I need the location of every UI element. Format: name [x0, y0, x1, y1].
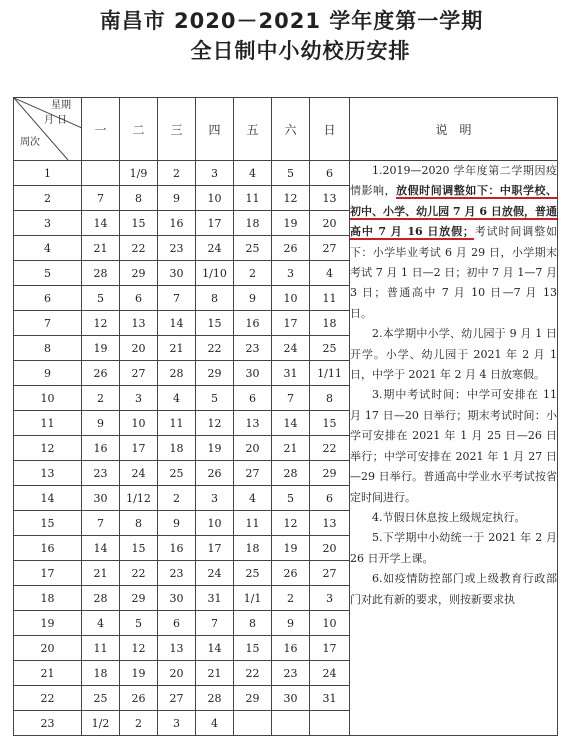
header-row: [14, 98, 558, 161]
date-cell: 11: [234, 186, 272, 211]
date-cell: 4: [196, 711, 234, 736]
date-cell: 8: [120, 186, 158, 211]
date-cell: 3: [158, 711, 196, 736]
date-cell: 6: [310, 161, 350, 186]
date-cell: 7: [272, 386, 310, 411]
date-cell: 24: [272, 336, 310, 361]
week-number: 14: [14, 486, 82, 511]
date-cell: 4: [158, 386, 196, 411]
week-number: 20: [14, 636, 82, 661]
date-cell: 22: [234, 661, 272, 686]
corner-weekday-label: 星期: [51, 100, 71, 111]
date-cell: 27: [120, 361, 158, 386]
date-cell: 18: [158, 436, 196, 461]
date-cell: 10: [196, 511, 234, 536]
date-cell: 20: [120, 336, 158, 361]
date-cell: 9: [158, 186, 196, 211]
header-day: 六: [272, 98, 310, 161]
date-cell: 7: [82, 511, 120, 536]
date-cell: 23: [272, 661, 310, 686]
date-cell: 30: [272, 686, 310, 711]
date-cell: 25: [82, 686, 120, 711]
date-cell: 30: [234, 361, 272, 386]
date-cell: 12: [272, 511, 310, 536]
date-cell: 13: [310, 186, 350, 211]
date-cell: 8: [234, 611, 272, 636]
date-cell: 21: [82, 561, 120, 586]
date-cell: 2: [158, 161, 196, 186]
date-cell: 15: [120, 211, 158, 236]
date-cell: 14: [82, 211, 120, 236]
date-cell: 3: [196, 486, 234, 511]
week-number: 18: [14, 586, 82, 611]
date-cell: 16: [158, 211, 196, 236]
date-cell: 20: [234, 436, 272, 461]
date-cell: 11: [158, 411, 196, 436]
date-cell: 22: [120, 236, 158, 261]
date-cell: 17: [310, 636, 350, 661]
date-cell: 25: [234, 561, 272, 586]
date-cell: 3: [196, 161, 234, 186]
date-cell: 27: [158, 686, 196, 711]
date-cell: 8: [120, 511, 158, 536]
calendar-body: [14, 161, 558, 736]
date-cell: 1/12: [120, 486, 158, 511]
week-number: 4: [14, 236, 82, 261]
date-cell: 23: [234, 336, 272, 361]
date-cell: 4: [82, 611, 120, 636]
date-cell: 5: [120, 611, 158, 636]
date-cell: 9: [234, 286, 272, 311]
date-cell: 1/2: [82, 711, 120, 736]
date-cell: 23: [82, 461, 120, 486]
date-cell: 15: [196, 311, 234, 336]
date-cell: 20: [310, 536, 350, 561]
date-cell: 22: [310, 436, 350, 461]
date-cell: 1/11: [310, 361, 350, 386]
date-cell: 16: [234, 311, 272, 336]
date-cell: 17: [196, 211, 234, 236]
date-cell: 8: [196, 286, 234, 311]
date-cell: 21: [196, 661, 234, 686]
date-cell: 21: [158, 336, 196, 361]
date-cell: 6: [310, 486, 350, 511]
date-cell: 23: [158, 561, 196, 586]
date-cell: [310, 711, 350, 736]
date-cell: 27: [234, 461, 272, 486]
date-cell: 13: [120, 311, 158, 336]
date-cell: 10: [272, 286, 310, 311]
date-cell: 9: [272, 611, 310, 636]
date-cell: 5: [82, 286, 120, 311]
week-number: 6: [14, 286, 82, 311]
date-cell: 21: [272, 436, 310, 461]
note-2: 2.本学期中小学、幼儿园于 9 月 1 日开学。小学、幼儿园于 2021 年 2 月 1 日，中学于 2021 年 2 月 4 日放寒假。: [350, 327, 557, 382]
week-number: 7: [14, 311, 82, 336]
date-cell: 17: [120, 436, 158, 461]
week-number: 21: [14, 661, 82, 686]
note-4: 4.节假日休息按上级规定执行。: [372, 510, 526, 524]
week-number: 16: [14, 536, 82, 561]
date-cell: 27: [310, 236, 350, 261]
date-cell: 18: [82, 661, 120, 686]
date-cell: 14: [196, 636, 234, 661]
week-number: 5: [14, 261, 82, 286]
date-cell: 3: [120, 386, 158, 411]
week-number: 9: [14, 361, 82, 386]
date-cell: 29: [234, 686, 272, 711]
date-cell: 19: [272, 211, 310, 236]
date-cell: 12: [82, 311, 120, 336]
date-cell: 11: [234, 511, 272, 536]
date-cell: [234, 711, 272, 736]
note-1: [350, 161, 557, 324]
date-cell: 3: [310, 586, 350, 611]
date-cell: 6: [120, 286, 158, 311]
week-number: 2: [14, 186, 82, 211]
date-cell: [272, 711, 310, 736]
date-cell: 17: [196, 536, 234, 561]
note-1-exams: 考试时间调整如下：小学毕业考试 6 月 29 日，小学期末考试 7 月 1 日—2 日；初中 7 月 1—7 月 3 日；普通高中 7 月 10 日—7 月 13 日。: [350, 225, 557, 320]
date-cell: 26: [120, 686, 158, 711]
date-cell: 16: [82, 436, 120, 461]
date-cell: 20: [158, 661, 196, 686]
date-cell: 26: [272, 236, 310, 261]
date-cell: 25: [234, 236, 272, 261]
date-cell: 31: [272, 361, 310, 386]
date-cell: 2: [272, 586, 310, 611]
date-cell: 10: [196, 186, 234, 211]
date-cell: 17: [272, 311, 310, 336]
note-5: 5.下学期中小幼统一于 2021 年 2 月 26 日开学上课。: [350, 531, 557, 565]
table-row: [14, 161, 558, 186]
date-cell: 10: [120, 411, 158, 436]
date-cell: 18: [234, 536, 272, 561]
date-cell: 10: [310, 611, 350, 636]
date-cell: 15: [234, 636, 272, 661]
note-1-intro: 1.2019—2020 学年度第二学期因疫情影响，: [350, 164, 557, 198]
date-cell: 30: [158, 261, 196, 286]
header-day: 五: [234, 98, 272, 161]
date-cell: 14: [82, 536, 120, 561]
date-cell: 29: [120, 586, 158, 611]
date-cell: 2: [82, 386, 120, 411]
date-cell: 11: [310, 286, 350, 311]
corner-header-cell: [14, 98, 82, 161]
date-cell: 5: [272, 486, 310, 511]
date-cell: 12: [272, 186, 310, 211]
date-cell: 13: [158, 636, 196, 661]
title-line-1: 南昌市 2020－2021 学年度第一学期: [99, 9, 484, 33]
date-cell: 22: [120, 561, 158, 586]
note-1-highlight: 放假时间调整如下：中职学校、初中、小学、幼儿园 7 月 6 日放假，普通高中 7 月 16 日放假；: [350, 184, 558, 239]
date-cell: 23: [158, 236, 196, 261]
week-number: 12: [14, 436, 82, 461]
note-3: 3.期中考试时间：中学可安排在 11 月 17 日—20 日举行；期末考试时间：小学可安排在 2021 年 1 月 25 日—26 日举行；中学可安排在 2021 年 1 月 27 日—29 日举行。普通高中学业水平考试按省定时间进行。: [350, 388, 557, 504]
date-cell: 5: [272, 161, 310, 186]
date-cell: 15: [310, 411, 350, 436]
corner-month-day-label: 月 日: [43, 115, 67, 126]
date-cell: 11: [82, 636, 120, 661]
date-cell: 24: [120, 461, 158, 486]
date-cell: 19: [196, 436, 234, 461]
week-number: 3: [14, 211, 82, 236]
date-cell: 28: [82, 261, 120, 286]
date-cell: 24: [310, 661, 350, 686]
diagonal-lines: [14, 98, 82, 160]
week-number: 17: [14, 561, 82, 586]
date-cell: 13: [234, 411, 272, 436]
header-day: 二: [120, 98, 158, 161]
date-cell: 26: [82, 361, 120, 386]
date-cell: 20: [310, 211, 350, 236]
date-cell: 9: [82, 411, 120, 436]
date-cell: 14: [272, 411, 310, 436]
date-cell: 18: [310, 311, 350, 336]
date-cell: 12: [120, 636, 158, 661]
date-cell: 15: [120, 536, 158, 561]
week-number: 13: [14, 461, 82, 486]
date-cell: 4: [234, 161, 272, 186]
week-number: 19: [14, 611, 82, 636]
date-cell: 14: [158, 311, 196, 336]
title-line-2: 全日制中小幼校历安排: [190, 39, 411, 63]
date-cell: 28: [158, 361, 196, 386]
date-cell: 2: [120, 711, 158, 736]
date-cell: 30: [158, 586, 196, 611]
date-cell: 3: [272, 261, 310, 286]
date-cell: 16: [158, 536, 196, 561]
date-cell: 16: [272, 636, 310, 661]
header-day: 一: [82, 98, 120, 161]
date-cell: 7: [158, 286, 196, 311]
header-day: 四: [196, 98, 234, 161]
week-number: 11: [14, 411, 82, 436]
note-6: 6.如疫情防控部门或上级教育行政部门对此有新的要求，则按新要求执: [350, 572, 557, 606]
date-cell: 19: [272, 536, 310, 561]
date-cell: 22: [196, 336, 234, 361]
date-cell: 6: [234, 386, 272, 411]
date-cell: 19: [82, 336, 120, 361]
date-cell: 12: [196, 411, 234, 436]
date-cell: 24: [196, 561, 234, 586]
date-cell: 7: [196, 611, 234, 636]
date-cell: 1/10: [196, 261, 234, 286]
header-day: 三: [158, 98, 196, 161]
date-cell: 28: [82, 586, 120, 611]
week-number: 10: [14, 386, 82, 411]
date-cell: 8: [310, 386, 350, 411]
date-cell: 18: [234, 211, 272, 236]
week-number: 8: [14, 336, 82, 361]
header-day: 日: [310, 98, 350, 161]
week-number: 23: [14, 711, 82, 736]
date-cell: 13: [310, 511, 350, 536]
notes-header: 说 明: [350, 98, 558, 161]
date-cell: 2: [234, 261, 272, 286]
date-cell: 29: [196, 361, 234, 386]
notes-cell: [350, 161, 558, 736]
date-cell: 1/1: [234, 586, 272, 611]
date-cell: 27: [310, 561, 350, 586]
date-cell: 30: [82, 486, 120, 511]
date-cell: 6: [158, 611, 196, 636]
week-number: 22: [14, 686, 82, 711]
date-cell: 29: [120, 261, 158, 286]
week-number: 15: [14, 511, 82, 536]
date-cell: 21: [82, 236, 120, 261]
date-cell: 7: [82, 186, 120, 211]
date-cell: 31: [196, 586, 234, 611]
date-cell: [82, 161, 120, 186]
date-cell: 19: [120, 661, 158, 686]
date-cell: 26: [196, 461, 234, 486]
page-title: [0, 6, 577, 66]
week-number: 1: [14, 161, 82, 186]
date-cell: 25: [310, 336, 350, 361]
date-cell: 9: [158, 511, 196, 536]
date-cell: 31: [310, 686, 350, 711]
date-cell: 24: [196, 236, 234, 261]
date-cell: 26: [272, 561, 310, 586]
date-cell: 28: [272, 461, 310, 486]
date-cell: 2: [158, 486, 196, 511]
date-cell: 1/9: [120, 161, 158, 186]
date-cell: 29: [310, 461, 350, 486]
date-cell: 4: [310, 261, 350, 286]
date-cell: 5: [196, 386, 234, 411]
date-cell: 28: [196, 686, 234, 711]
school-calendar-table: [13, 97, 558, 736]
corner-week-label: 周次: [20, 137, 40, 148]
date-cell: 4: [234, 486, 272, 511]
date-cell: 25: [158, 461, 196, 486]
